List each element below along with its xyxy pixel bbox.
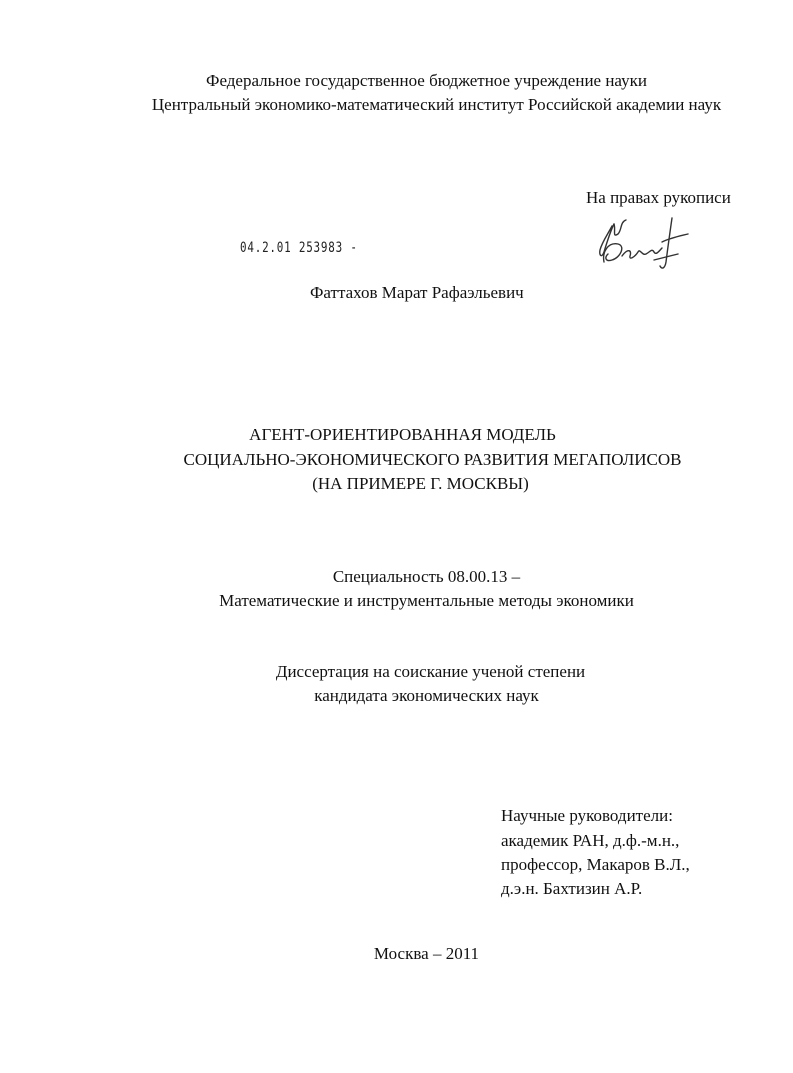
- signature-stroke-6: [662, 234, 688, 242]
- institution-line-2: Центральный экономико-математический институт Российской академии наук: [151, 95, 722, 114]
- supervisor-line: академик РАН, д.ф.-м.н.,: [501, 831, 680, 850]
- signature-stroke-5: [660, 218, 672, 268]
- dissertation-line-1: Диссертация на соискание ученой степени: [275, 662, 586, 681]
- signature-stroke-2: [614, 220, 626, 235]
- supervisor-line: д.э.н. Бахтизин А.Р.: [501, 879, 643, 898]
- city-year-footer: Москва – 2011: [373, 944, 480, 963]
- manuscript-note: На правах рукописи: [586, 188, 731, 207]
- supervisor-line: профессор, Макаров В.Л.,: [501, 855, 690, 874]
- specialty-line-1: Специальность 08.00.13 –: [332, 567, 521, 586]
- signature-stroke-4: [622, 248, 662, 258]
- institution-line-1: Федеральное государственное бюджетное учреждение науки: [206, 71, 647, 90]
- signature-stroke-1: [600, 224, 614, 256]
- title-line-2: СОЦИАЛЬНО-ЭКОНОМИЧЕСКОГО РАЗВИТИЯ МЕГАПОЛИСОВ: [183, 450, 682, 469]
- dissertation-line-2: кандидата экономических наук: [314, 686, 539, 705]
- title-line-3: (НА ПРИМЕРЕ Г. МОСКВЫ): [312, 474, 529, 493]
- registration-number: 04.2.01 253983 -: [240, 240, 358, 256]
- supervisors-heading: Научные руководители:: [501, 806, 673, 825]
- specialty-line-2: Математические и инструментальные методы экономики: [219, 591, 634, 610]
- author-name: Фаттахов Марат Рафаэльевич: [310, 283, 524, 302]
- title-line-1: АГЕНТ-ОРИЕНТИРОВАННАЯ МОДЕЛЬ: [249, 425, 556, 444]
- signature-image: [590, 212, 695, 274]
